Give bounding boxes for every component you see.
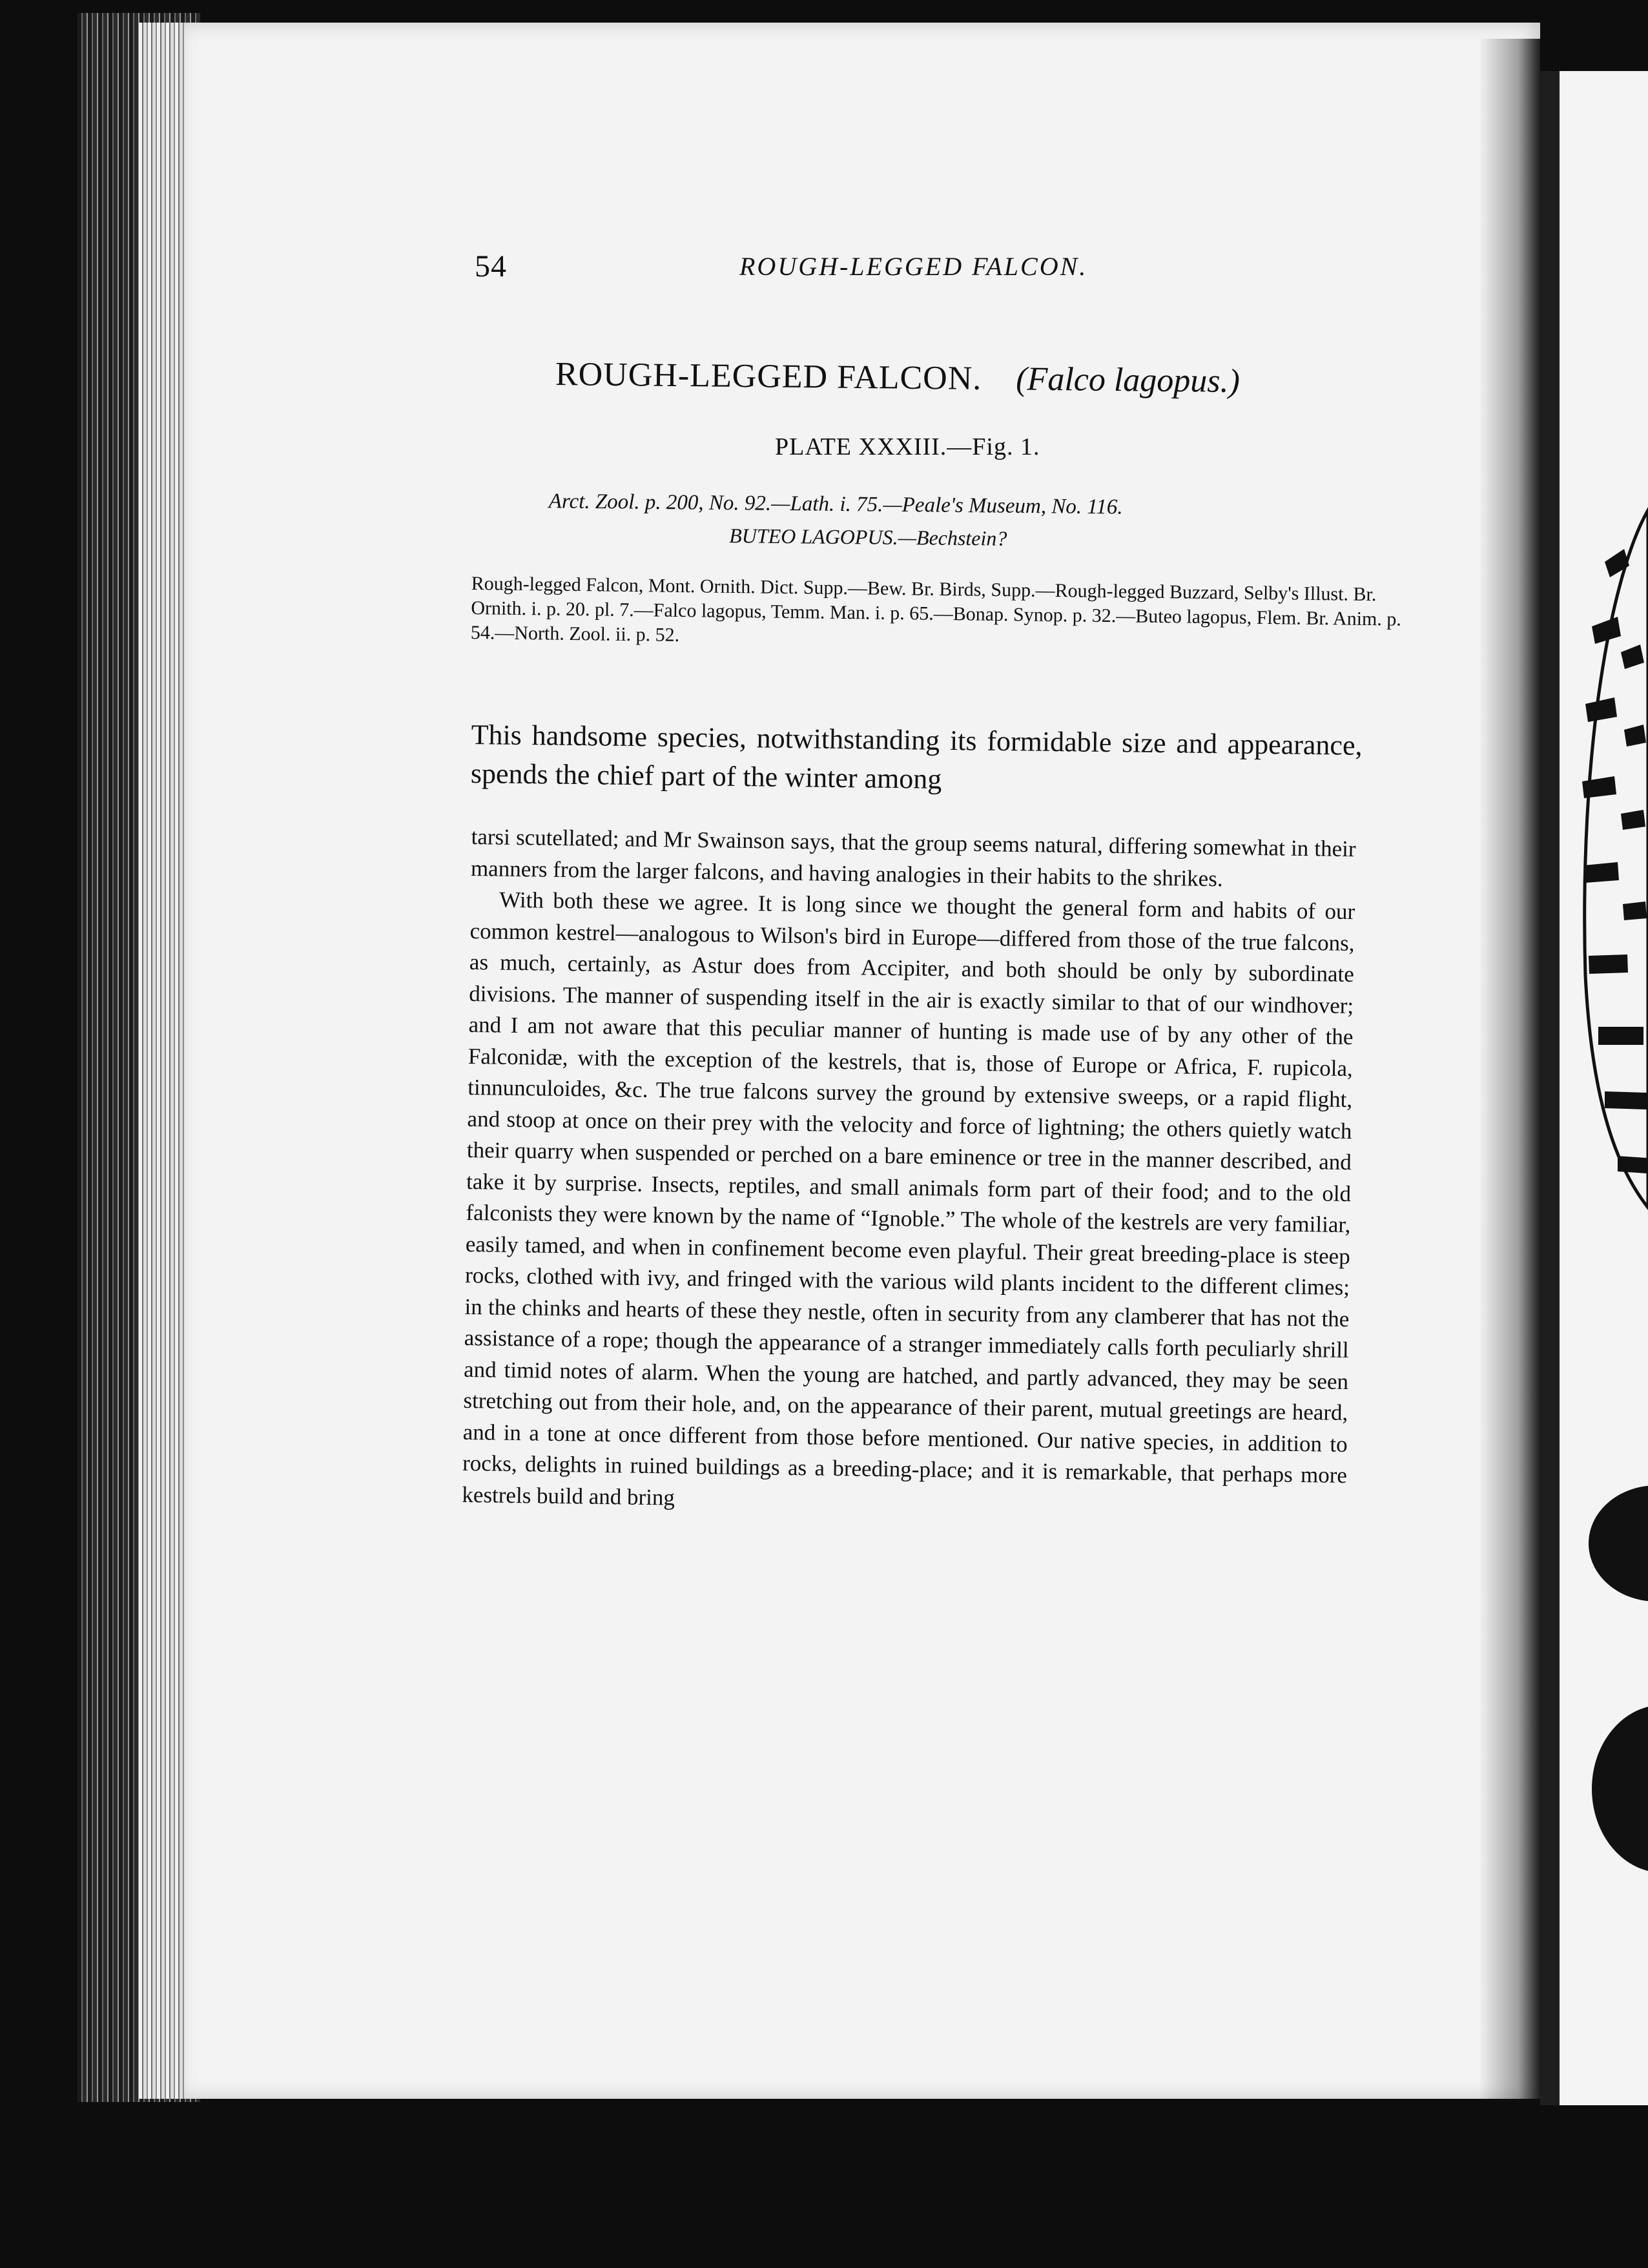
body-paragraph: tarsi scutellated; and Mr Swainson says, that the group seems natural, differing somewhat in their manners from the larger falcons, and having analogies in their habits to the shrikes. xyxy=(470,823,1356,891)
title-common-name: ROUGH-LEGGED FALCON. xyxy=(555,356,982,397)
book-page-edges-inner xyxy=(139,23,184,2099)
body-paragraph: With both these we agree. It is long since we thought the general form and habits of our common kestrel—analogous to Wilson's bird in Europe—differed from those of the true falcons, as much, certainly, as Astur does from Accipiter, and both should be only by subordinate divisions. The manner of suspending itself in the air is exactly similar to that of our windhover; and I am not aware that this peculiar manner of hunting is made use of by any other of the Falconidæ, with the exception of the kestrels, that is, those of Europe or Africa, F. rupicola, tinnunculoides, &c. The true falcons survey the ground by extensive sweeps, or a rapid flight, and stoop at once on their prey with the velocity and force of lightning; the others quietly watch their quarry when suspended or perched on a bare eminence or tree in the manner described, and take it by surprise. Insects, reptiles, and small animals form part of their food; and to the old falconists they were known by the name of “Ignoble.” The whole of the kestrels are very familiar, easily tamed, and when in confinement become even playful. Their great breeding-place is steep rocks, clothed with ivy, and fringed with the various wild plants incident to the different climes; in the chinks and hearts of these they nestle, often in security from any clamberer that has not the assistance of a rope; though the appearance of a stranger immediately calls forth peculiarly shrill and timid notes of alarm. When the young are hatched, and partly advanced, they may be seen stretching out from their hole, and, on the appearance of their parent, mutual greetings are heard, and in a tone at once different from those before mentioned. Our native species, in addition to rocks, delights in ruined buildings as a breeding-place; and it is remarkable, that perhaps more kestrels build and bring xyxy=(462,887,1355,1510)
gutter-shadow xyxy=(1479,39,1540,2099)
synonymy-block: Rough-legged Falcon, Mont. Ornith. Dict. Supp.—Bew. Br. Birds, Supp.—Rough-legged Buzzard, Selby's Illust. Br. Ornith. i. p. 20. pl. 7.—Falco lagopus, Temm. Man. i. p. 65.—Bonap. Synop. p. 32.—Buteo lagopus, Flem. Br. Anim. p. 54.—North. Zool. ii. p. 52. xyxy=(470,572,1402,646)
facing-page xyxy=(1560,71,1648,2105)
lead-paragraph xyxy=(471,716,1363,804)
bird-plate-illustration xyxy=(1560,71,1648,2105)
page-number: 54 xyxy=(475,249,507,284)
references-line: Arct. Zool. p. 200, No. 92.—Lath. i. 75.—Peale's Museum, No. 116. xyxy=(548,490,1123,519)
lead-paragraph-text: This handsome species, notwithstanding its formidable size and appearance, spends the chief part of the winter among xyxy=(470,718,1363,795)
page-header xyxy=(475,249,1437,294)
body-text xyxy=(462,821,1356,1523)
title-scientific-name: (Falco lagopus.) xyxy=(1015,360,1241,400)
running-head: ROUGH-LEGGED FALCON. xyxy=(739,252,1088,281)
genus-line: BUTEO LAGOPUS.—Bechstein? xyxy=(729,524,1007,550)
references-block xyxy=(471,488,1466,556)
book-spine xyxy=(1540,71,1560,2105)
plate-reference: PLATE XXXIII.—Fig. 1. xyxy=(775,433,1040,460)
